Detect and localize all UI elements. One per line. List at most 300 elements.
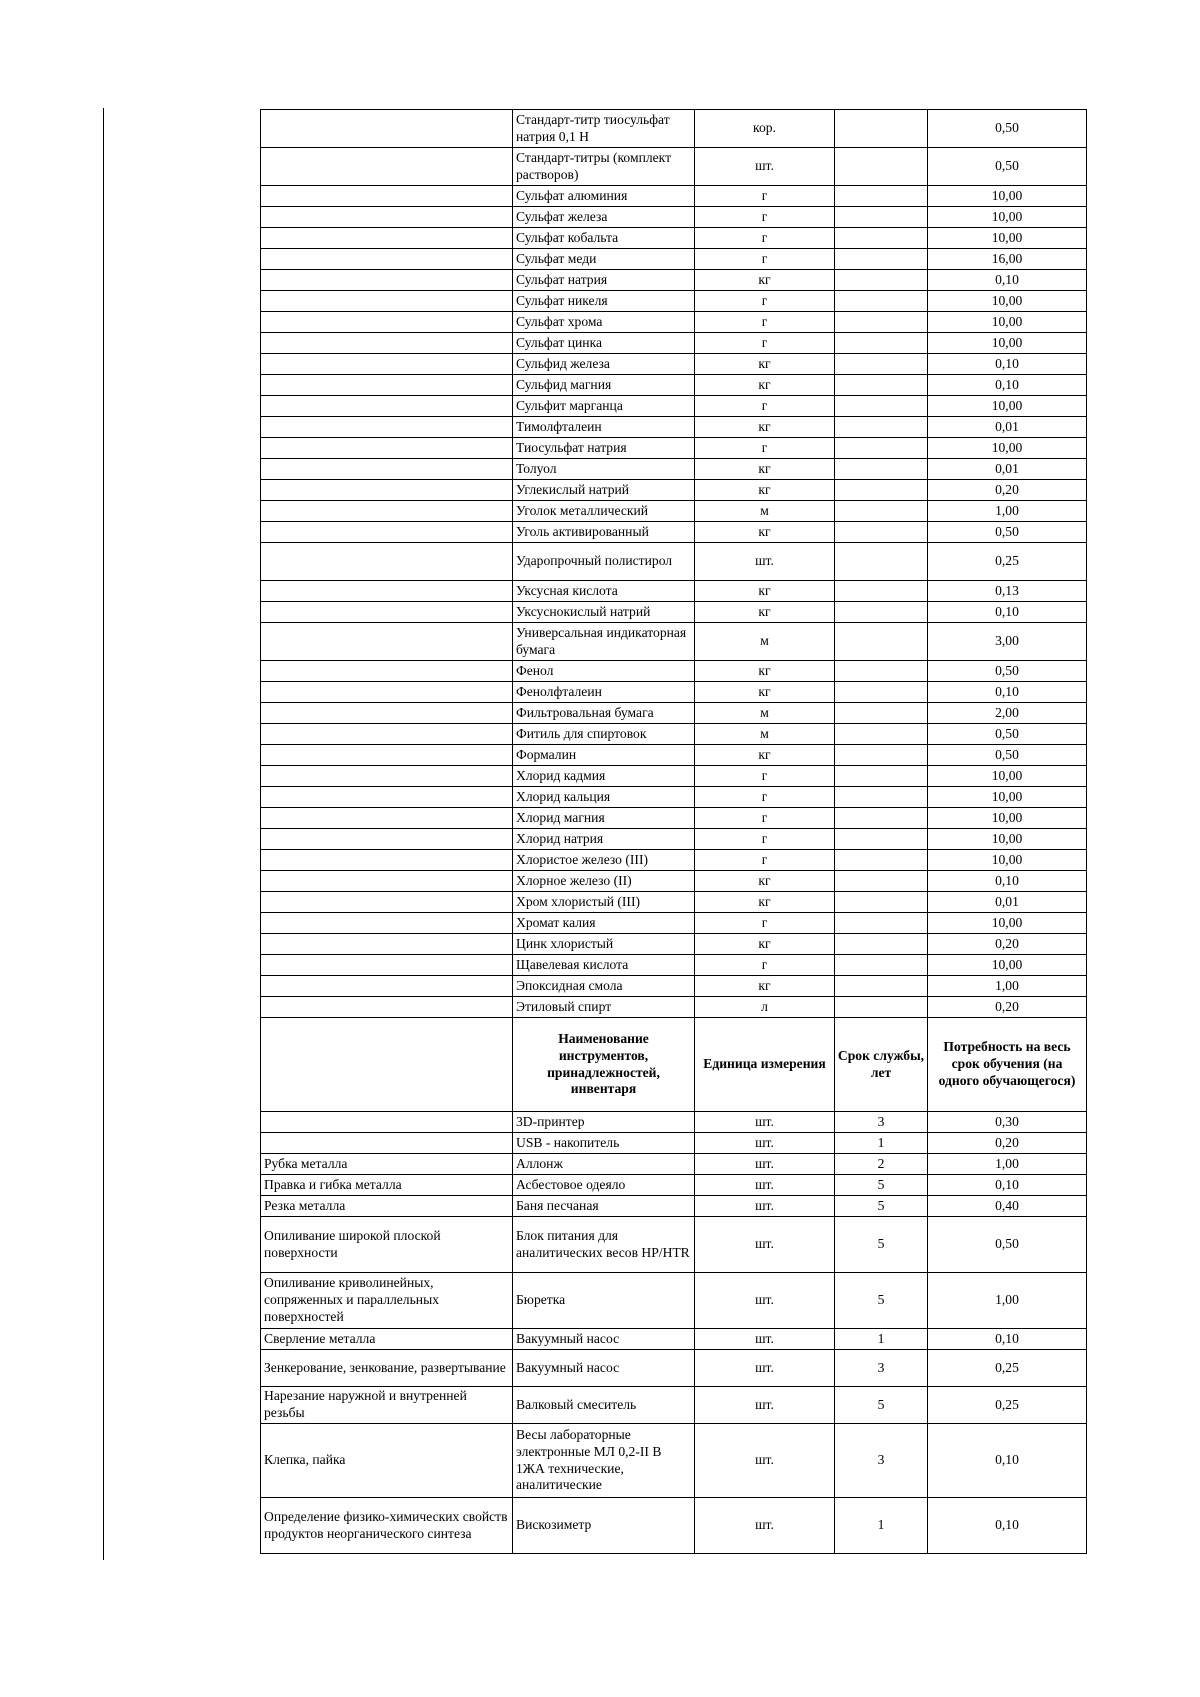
operation-cell <box>261 354 513 375</box>
tool-row <box>261 1273 1087 1329</box>
material-unit: г <box>695 438 835 459</box>
operation-cell <box>261 291 513 312</box>
material-qty: 0,50 <box>928 110 1087 148</box>
material-row <box>261 976 1087 997</box>
material-unit: шт. <box>695 543 835 581</box>
operation-cell <box>261 913 513 934</box>
tool-life: 5 <box>835 1175 928 1196</box>
material-row <box>261 543 1087 581</box>
tool-row <box>261 1112 1087 1133</box>
life-cell <box>835 148 928 186</box>
material-row <box>261 766 1087 787</box>
material-row <box>261 955 1087 976</box>
operation-cell <box>261 661 513 682</box>
header-unit: Единица измерения <box>695 1018 835 1112</box>
material-name: Сульфат цинка <box>513 333 695 354</box>
life-cell <box>835 291 928 312</box>
material-name: Хлорид кальция <box>513 787 695 808</box>
operation-cell <box>261 522 513 543</box>
operation-cell <box>261 110 513 148</box>
life-cell <box>835 661 928 682</box>
life-cell <box>835 913 928 934</box>
life-cell <box>835 501 928 522</box>
material-name: Фильтровальная бумага <box>513 703 695 724</box>
material-row <box>261 829 1087 850</box>
material-qty: 10,00 <box>928 228 1087 249</box>
material-qty: 0,10 <box>928 682 1087 703</box>
material-row <box>261 148 1087 186</box>
tool-qty: 0,25 <box>928 1350 1087 1387</box>
tool-unit: шт. <box>695 1498 835 1554</box>
tool-life: 1 <box>835 1498 928 1554</box>
tool-unit: шт. <box>695 1329 835 1350</box>
tool-row <box>261 1387 1087 1424</box>
material-row <box>261 522 1087 543</box>
life-cell <box>835 417 928 438</box>
operation-cell <box>261 976 513 997</box>
operation-cell <box>261 581 513 602</box>
tool-name: Вакуумный насос <box>513 1350 695 1387</box>
tool-life: 5 <box>835 1196 928 1217</box>
material-qty: 0,20 <box>928 934 1087 955</box>
operation-cell <box>261 228 513 249</box>
operation-cell <box>261 396 513 417</box>
operation-cell <box>261 955 513 976</box>
operation-cell <box>261 501 513 522</box>
tool-qty: 0,10 <box>928 1498 1087 1554</box>
material-name: Сульфид магния <box>513 375 695 396</box>
life-cell <box>835 480 928 501</box>
material-qty: 10,00 <box>928 186 1087 207</box>
material-unit: кг <box>695 581 835 602</box>
operation-cell <box>261 871 513 892</box>
material-name: Уксуснокислый натрий <box>513 602 695 623</box>
material-unit: кг <box>695 417 835 438</box>
material-name: Фенол <box>513 661 695 682</box>
life-cell <box>835 703 928 724</box>
material-qty: 0,25 <box>928 543 1087 581</box>
tool-qty: 0,20 <box>928 1133 1087 1154</box>
material-qty: 0,01 <box>928 417 1087 438</box>
tool-qty: 0,40 <box>928 1196 1087 1217</box>
tool-unit: шт. <box>695 1175 835 1196</box>
tool-life: 5 <box>835 1273 928 1329</box>
tool-name: Асбестовое одеяло <box>513 1175 695 1196</box>
material-unit: г <box>695 333 835 354</box>
tools-header-row <box>261 1018 1087 1112</box>
tool-unit: шт. <box>695 1350 835 1387</box>
tool-unit: шт. <box>695 1387 835 1424</box>
material-unit: кг <box>695 459 835 480</box>
material-name: Сульфат натрия <box>513 270 695 291</box>
material-name: Формалин <box>513 745 695 766</box>
tool-name: Блок питания для аналитических весов HP/HTR <box>513 1217 695 1273</box>
tool-life: 1 <box>835 1329 928 1350</box>
tool-operation: Нарезание наружной и внутренней резьбы <box>261 1387 513 1424</box>
life-cell <box>835 682 928 703</box>
tool-row <box>261 1498 1087 1554</box>
tool-qty: 0,50 <box>928 1217 1087 1273</box>
material-name: Хлорид натрия <box>513 829 695 850</box>
life-cell <box>835 787 928 808</box>
life-cell <box>835 522 928 543</box>
life-cell <box>835 934 928 955</box>
header-operation-cell <box>261 1018 513 1112</box>
operation-cell <box>261 375 513 396</box>
material-qty: 16,00 <box>928 249 1087 270</box>
material-row <box>261 438 1087 459</box>
material-unit: кг <box>695 480 835 501</box>
material-name: Хлорное железо (II) <box>513 871 695 892</box>
material-unit: кг <box>695 892 835 913</box>
tool-life: 3 <box>835 1112 928 1133</box>
operation-cell <box>261 480 513 501</box>
material-name: Эпоксидная смола <box>513 976 695 997</box>
material-unit: г <box>695 766 835 787</box>
material-qty: 0,50 <box>928 724 1087 745</box>
tool-operation <box>261 1112 513 1133</box>
material-qty: 1,00 <box>928 976 1087 997</box>
material-unit: кг <box>695 375 835 396</box>
material-qty: 10,00 <box>928 207 1087 228</box>
material-qty: 10,00 <box>928 955 1087 976</box>
material-name: Фитиль для спиртовок <box>513 724 695 745</box>
material-qty: 10,00 <box>928 333 1087 354</box>
life-cell <box>835 438 928 459</box>
life-cell <box>835 354 928 375</box>
tool-qty: 0,10 <box>928 1175 1087 1196</box>
material-unit: л <box>695 997 835 1018</box>
operation-cell <box>261 333 513 354</box>
tool-unit: шт. <box>695 1133 835 1154</box>
material-name: Тимолфталеин <box>513 417 695 438</box>
material-unit: кор. <box>695 110 835 148</box>
tool-life: 5 <box>835 1387 928 1424</box>
material-row <box>261 913 1087 934</box>
material-row <box>261 808 1087 829</box>
material-unit: м <box>695 501 835 522</box>
tool-row <box>261 1175 1087 1196</box>
material-row <box>261 249 1087 270</box>
operation-cell <box>261 602 513 623</box>
material-qty: 0,13 <box>928 581 1087 602</box>
material-name: Сульфат кобальта <box>513 228 695 249</box>
material-unit: г <box>695 186 835 207</box>
material-qty: 3,00 <box>928 623 1087 661</box>
material-row <box>261 270 1087 291</box>
material-qty: 10,00 <box>928 312 1087 333</box>
tool-life: 5 <box>835 1217 928 1273</box>
life-cell <box>835 829 928 850</box>
material-qty: 10,00 <box>928 291 1087 312</box>
material-unit: г <box>695 913 835 934</box>
life-cell <box>835 892 928 913</box>
tool-name: Бюретка <box>513 1273 695 1329</box>
material-unit: г <box>695 291 835 312</box>
material-name: Хлорид магния <box>513 808 695 829</box>
material-unit: кг <box>695 354 835 375</box>
tool-name: Баня песчаная <box>513 1196 695 1217</box>
tool-life: 3 <box>835 1350 928 1387</box>
material-row <box>261 396 1087 417</box>
material-row <box>261 291 1087 312</box>
material-unit: г <box>695 249 835 270</box>
operation-cell <box>261 459 513 480</box>
life-cell <box>835 543 928 581</box>
material-unit: кг <box>695 934 835 955</box>
tool-unit: шт. <box>695 1424 835 1498</box>
operation-cell <box>261 207 513 228</box>
material-unit: г <box>695 850 835 871</box>
material-unit: кг <box>695 522 835 543</box>
material-row <box>261 581 1087 602</box>
tool-operation: Рубка металла <box>261 1154 513 1175</box>
life-cell <box>835 228 928 249</box>
material-unit: м <box>695 703 835 724</box>
material-row <box>261 787 1087 808</box>
tools-header-section <box>261 1018 1087 1112</box>
tool-unit: шт. <box>695 1217 835 1273</box>
material-qty: 0,50 <box>928 745 1087 766</box>
page-margin-line <box>103 108 104 1560</box>
tool-qty: 0,30 <box>928 1112 1087 1133</box>
tool-life: 3 <box>835 1424 928 1498</box>
material-row <box>261 703 1087 724</box>
operation-cell <box>261 703 513 724</box>
material-name: Цинк хлористый <box>513 934 695 955</box>
operation-cell <box>261 312 513 333</box>
tool-qty: 1,00 <box>928 1273 1087 1329</box>
tool-row <box>261 1329 1087 1350</box>
material-qty: 0,50 <box>928 522 1087 543</box>
header-life: Срок службы, лет <box>835 1018 928 1112</box>
equipment-table <box>260 109 1087 1554</box>
material-name: Сульфит марганца <box>513 396 695 417</box>
life-cell <box>835 850 928 871</box>
material-row <box>261 997 1087 1018</box>
material-qty: 10,00 <box>928 766 1087 787</box>
material-unit: г <box>695 829 835 850</box>
header-qty: Потребность на весь срок обучения (на одного обучающегося) <box>928 1018 1087 1112</box>
operation-cell <box>261 682 513 703</box>
material-name: Фенолфталеин <box>513 682 695 703</box>
material-unit: кг <box>695 661 835 682</box>
tool-operation <box>261 1133 513 1154</box>
tool-unit: шт. <box>695 1273 835 1329</box>
tool-name: Аллонж <box>513 1154 695 1175</box>
material-qty: 10,00 <box>928 808 1087 829</box>
material-row <box>261 501 1087 522</box>
material-row <box>261 354 1087 375</box>
material-qty: 0,20 <box>928 997 1087 1018</box>
operation-cell <box>261 270 513 291</box>
tool-operation: Опиливание криволинейных, сопряженных и параллельных поверхностей <box>261 1273 513 1329</box>
material-row <box>261 228 1087 249</box>
material-name: Уксусная кислота <box>513 581 695 602</box>
material-row <box>261 333 1087 354</box>
material-unit: г <box>695 787 835 808</box>
material-name: Тиосульфат натрия <box>513 438 695 459</box>
material-row <box>261 850 1087 871</box>
material-row <box>261 682 1087 703</box>
life-cell <box>835 375 928 396</box>
tool-name: 3D-принтер <box>513 1112 695 1133</box>
tool-operation: Резка металла <box>261 1196 513 1217</box>
material-unit: кг <box>695 745 835 766</box>
life-cell <box>835 976 928 997</box>
operation-cell <box>261 438 513 459</box>
life-cell <box>835 333 928 354</box>
material-qty: 1,00 <box>928 501 1087 522</box>
tool-qty: 0,10 <box>928 1329 1087 1350</box>
material-name: Щавелевая кислота <box>513 955 695 976</box>
tool-operation: Зенкерование, зенкование, развертывание <box>261 1350 513 1387</box>
material-name: Стандарт-титр тиосульфат натрия 0,1 Н <box>513 110 695 148</box>
tools-section <box>261 1112 1087 1554</box>
material-qty: 0,50 <box>928 148 1087 186</box>
life-cell <box>835 724 928 745</box>
life-cell <box>835 997 928 1018</box>
life-cell <box>835 808 928 829</box>
material-row <box>261 724 1087 745</box>
life-cell <box>835 955 928 976</box>
operation-cell <box>261 745 513 766</box>
material-row <box>261 892 1087 913</box>
material-name: Универсальная индикаторная бумага <box>513 623 695 661</box>
operation-cell <box>261 249 513 270</box>
tool-row <box>261 1154 1087 1175</box>
tool-name: Вискозиметр <box>513 1498 695 1554</box>
material-row <box>261 661 1087 682</box>
tool-name: Валковый смеситель <box>513 1387 695 1424</box>
tool-operation: Сверление металла <box>261 1329 513 1350</box>
material-qty: 0,10 <box>928 871 1087 892</box>
tool-operation: Определение физико-химических свойств продуктов неорганического синтеза <box>261 1498 513 1554</box>
material-row <box>261 623 1087 661</box>
material-unit: г <box>695 228 835 249</box>
material-qty: 2,00 <box>928 703 1087 724</box>
material-qty: 0,01 <box>928 459 1087 480</box>
life-cell <box>835 602 928 623</box>
material-name: Сульфат железа <box>513 207 695 228</box>
material-qty: 10,00 <box>928 438 1087 459</box>
life-cell <box>835 312 928 333</box>
material-qty: 0,10 <box>928 354 1087 375</box>
material-row <box>261 934 1087 955</box>
life-cell <box>835 207 928 228</box>
tool-operation: Опиливание широкой плоской поверхности <box>261 1217 513 1273</box>
material-qty: 0,01 <box>928 892 1087 913</box>
material-qty: 0,50 <box>928 661 1087 682</box>
material-row <box>261 480 1087 501</box>
header-name: Наименование инструментов, принадлежностей, инвентаря <box>513 1018 695 1112</box>
material-unit: м <box>695 724 835 745</box>
material-qty: 0,20 <box>928 480 1087 501</box>
material-name: Сульфат никеля <box>513 291 695 312</box>
material-row <box>261 602 1087 623</box>
operation-cell <box>261 186 513 207</box>
operation-cell <box>261 417 513 438</box>
tool-life: 1 <box>835 1133 928 1154</box>
material-unit: г <box>695 955 835 976</box>
material-name: Уголь активированный <box>513 522 695 543</box>
material-name: Сульфат алюминия <box>513 186 695 207</box>
tool-qty: 0,10 <box>928 1424 1087 1498</box>
material-name: Толуол <box>513 459 695 480</box>
tool-row <box>261 1424 1087 1498</box>
material-name: Уголок металлический <box>513 501 695 522</box>
operation-cell <box>261 997 513 1018</box>
material-qty: 10,00 <box>928 850 1087 871</box>
material-name: Сульфид железа <box>513 354 695 375</box>
tool-row <box>261 1196 1087 1217</box>
material-unit: г <box>695 396 835 417</box>
material-unit: кг <box>695 871 835 892</box>
material-row <box>261 745 1087 766</box>
life-cell <box>835 766 928 787</box>
material-name: Хром хлористый (III) <box>513 892 695 913</box>
material-row <box>261 417 1087 438</box>
material-name: Стандарт-титры (комплект растворов) <box>513 148 695 186</box>
material-row <box>261 871 1087 892</box>
material-qty: 0,10 <box>928 602 1087 623</box>
operation-cell <box>261 829 513 850</box>
operation-cell <box>261 892 513 913</box>
tool-row <box>261 1217 1087 1273</box>
life-cell <box>835 110 928 148</box>
tool-qty: 0,25 <box>928 1387 1087 1424</box>
material-unit: шт. <box>695 148 835 186</box>
life-cell <box>835 186 928 207</box>
operation-cell <box>261 850 513 871</box>
material-unit: кг <box>695 682 835 703</box>
material-name: Хлорид кадмия <box>513 766 695 787</box>
tool-unit: шт. <box>695 1112 835 1133</box>
material-unit: кг <box>695 976 835 997</box>
tool-operation: Клепка, пайка <box>261 1424 513 1498</box>
operation-cell <box>261 808 513 829</box>
life-cell <box>835 459 928 480</box>
material-unit: кг <box>695 270 835 291</box>
material-qty: 10,00 <box>928 396 1087 417</box>
operation-cell <box>261 148 513 186</box>
material-qty: 0,10 <box>928 375 1087 396</box>
tool-row <box>261 1133 1087 1154</box>
life-cell <box>835 581 928 602</box>
material-row <box>261 110 1087 148</box>
material-row <box>261 207 1087 228</box>
material-qty: 0,10 <box>928 270 1087 291</box>
operation-cell <box>261 724 513 745</box>
material-qty: 10,00 <box>928 913 1087 934</box>
tool-name: USB - накопитель <box>513 1133 695 1154</box>
operation-cell <box>261 543 513 581</box>
tool-row <box>261 1350 1087 1387</box>
material-unit: г <box>695 207 835 228</box>
material-name: Сульфат меди <box>513 249 695 270</box>
life-cell <box>835 745 928 766</box>
tool-qty: 1,00 <box>928 1154 1087 1175</box>
life-cell <box>835 623 928 661</box>
material-qty: 10,00 <box>928 787 1087 808</box>
tool-name: Весы лабораторные электронные МЛ 0,2-II В 1ЖА технические, аналитические <box>513 1424 695 1498</box>
material-unit: кг <box>695 602 835 623</box>
life-cell <box>835 396 928 417</box>
life-cell <box>835 871 928 892</box>
material-row <box>261 312 1087 333</box>
operation-cell <box>261 934 513 955</box>
material-name: Сульфат хрома <box>513 312 695 333</box>
